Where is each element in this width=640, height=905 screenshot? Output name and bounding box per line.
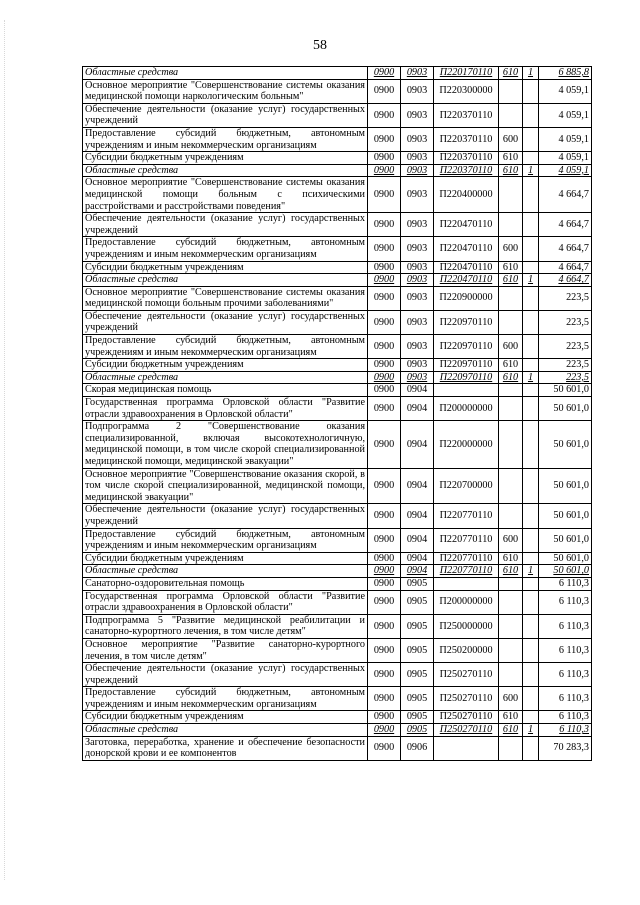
cell-summa: 4 059,1 xyxy=(539,152,592,165)
cell-vid-rashodov xyxy=(499,213,523,237)
cell-vid-rashodov xyxy=(499,384,523,397)
cell-summa: 4 664,7 xyxy=(539,237,592,261)
table-row xyxy=(83,590,592,614)
cell-celevaya-statya: П220900000 xyxy=(434,286,499,310)
cell-vedomstvo: 0900 xyxy=(368,79,401,103)
cell-razdel: 0904 xyxy=(401,504,434,528)
cell-istochnik xyxy=(523,687,539,711)
cell-summa: 6 885,8 xyxy=(539,67,592,80)
table-row xyxy=(83,421,592,468)
cell-razdel: 0903 xyxy=(401,274,434,287)
cell-summa: 50 601,0 xyxy=(539,468,592,504)
cell-summa: 6 110,3 xyxy=(539,711,592,724)
cell-vedomstvo: 0900 xyxy=(368,614,401,638)
cell-razdel: 0904 xyxy=(401,384,434,397)
cell-celevaya-statya: П220470110 xyxy=(434,213,499,237)
cell-celevaya-statya: П220370110 xyxy=(434,152,499,165)
cell-istochnik xyxy=(523,237,539,261)
cell-razdel: 0903 xyxy=(401,127,434,151)
table-row xyxy=(83,261,592,274)
cell-celevaya-statya: П220370110 xyxy=(434,103,499,127)
table-row-oblastnye-sredstva xyxy=(83,67,592,80)
cell-vedomstvo: 0900 xyxy=(368,164,401,177)
budget-table-body xyxy=(83,67,592,761)
cell-vedomstvo: 0900 xyxy=(368,127,401,151)
cell-name: Обеспечение деятельности (оказание услуг) государственных учреждений xyxy=(83,213,368,237)
budget-table xyxy=(82,66,592,761)
cell-name: Скорая медицинская помощь xyxy=(83,384,368,397)
cell-name: Государственная программа Орловской области "Развитие отрасли здравоохранения в Орловской области" xyxy=(83,590,368,614)
cell-istochnik xyxy=(523,359,539,372)
cell-razdel: 0904 xyxy=(401,528,434,552)
cell-vid-rashodov: 610 xyxy=(499,359,523,372)
cell-summa: 4 059,1 xyxy=(539,79,592,103)
cell-vedomstvo: 0900 xyxy=(368,736,401,760)
cell-razdel: 0903 xyxy=(401,79,434,103)
cell-name: Подпрограмма 5 "Развитие медицинской реабилитации и санаторно-курортного лечения, в том числе детям" xyxy=(83,614,368,638)
cell-name: Областные средства xyxy=(83,274,368,287)
cell-summa: 4 664,7 xyxy=(539,213,592,237)
cell-name: Субсидии бюджетным учреждениям xyxy=(83,552,368,565)
cell-celevaya-statya: П250270110 xyxy=(434,711,499,724)
cell-razdel: 0903 xyxy=(401,67,434,80)
cell-celevaya-statya: П200000000 xyxy=(434,397,499,421)
cell-istochnik xyxy=(523,103,539,127)
cell-vedomstvo: 0900 xyxy=(368,310,401,334)
cell-summa: 6 110,3 xyxy=(539,577,592,590)
cell-name: Предоставление субсидий бюджетным, автономным учреждениям и иным некоммерческим организациям xyxy=(83,335,368,359)
cell-name: Предоставление субсидий бюджетным, автономным учреждениям и иным некоммерческим организациям xyxy=(83,528,368,552)
cell-istochnik xyxy=(523,504,539,528)
cell-vedomstvo: 0900 xyxy=(368,274,401,287)
cell-razdel: 0905 xyxy=(401,577,434,590)
cell-celevaya-statya: П250270110 xyxy=(434,687,499,711)
cell-vedomstvo: 0900 xyxy=(368,397,401,421)
cell-name: Предоставление субсидий бюджетным, автономным учреждениям и иным некоммерческим организациям xyxy=(83,687,368,711)
table-row xyxy=(83,614,592,638)
cell-vid-rashodov xyxy=(499,286,523,310)
table-row xyxy=(83,152,592,165)
table-row xyxy=(83,310,592,334)
table-row xyxy=(83,237,592,261)
cell-celevaya-statya: П220470110 xyxy=(434,237,499,261)
cell-vedomstvo: 0900 xyxy=(368,687,401,711)
cell-summa: 223,5 xyxy=(539,359,592,372)
cell-vid-rashodov: 600 xyxy=(499,687,523,711)
cell-vedomstvo: 0900 xyxy=(368,528,401,552)
cell-istochnik xyxy=(523,736,539,760)
cell-vedomstvo: 0900 xyxy=(368,638,401,662)
cell-celevaya-statya xyxy=(434,577,499,590)
cell-razdel: 0903 xyxy=(401,177,434,213)
cell-istochnik xyxy=(523,614,539,638)
cell-razdel: 0904 xyxy=(401,397,434,421)
cell-istochnik: 1 xyxy=(523,724,539,737)
cell-razdel: 0903 xyxy=(401,152,434,165)
cell-celevaya-statya: П220770110 xyxy=(434,528,499,552)
cell-vid-rashodov xyxy=(499,310,523,334)
cell-vedomstvo: 0900 xyxy=(368,724,401,737)
cell-celevaya-statya: П220370110 xyxy=(434,127,499,151)
cell-summa: 4 664,7 xyxy=(539,177,592,213)
cell-istochnik xyxy=(523,261,539,274)
cell-vedomstvo: 0900 xyxy=(368,711,401,724)
cell-celevaya-statya: П250270110 xyxy=(434,663,499,687)
cell-summa: 50 601,0 xyxy=(539,528,592,552)
cell-razdel: 0906 xyxy=(401,736,434,760)
cell-celevaya-statya: П220700000 xyxy=(434,468,499,504)
cell-istochnik xyxy=(523,177,539,213)
cell-name: Областные средства xyxy=(83,67,368,80)
cell-celevaya-statya: П220970110 xyxy=(434,310,499,334)
cell-razdel: 0903 xyxy=(401,335,434,359)
cell-razdel: 0905 xyxy=(401,663,434,687)
cell-name: Заготовка, переработка, хранение и обеспечение безопасности донорской крови и ее компонентов xyxy=(83,736,368,760)
cell-celevaya-statya: П220400000 xyxy=(434,177,499,213)
cell-name: Государственная программа Орловской области "Развитие отрасли здравоохранения в Орловской области" xyxy=(83,397,368,421)
table-row xyxy=(83,127,592,151)
cell-vedomstvo: 0900 xyxy=(368,421,401,468)
cell-name: Субсидии бюджетным учреждениям xyxy=(83,261,368,274)
cell-istochnik xyxy=(523,528,539,552)
cell-name: Основное мероприятие "Развитие санаторно-курортного лечения, в том числе детям" xyxy=(83,638,368,662)
cell-istochnik xyxy=(523,79,539,103)
cell-razdel: 0903 xyxy=(401,164,434,177)
cell-name: Основное мероприятие "Совершенствование системы оказания медицинской помощи больным прочими заболеваниями" xyxy=(83,286,368,310)
cell-istochnik xyxy=(523,577,539,590)
cell-istochnik xyxy=(523,335,539,359)
cell-summa: 50 601,0 xyxy=(539,421,592,468)
cell-vid-rashodov: 610 xyxy=(499,724,523,737)
cell-vid-rashodov: 610 xyxy=(499,711,523,724)
cell-summa: 70 283,3 xyxy=(539,736,592,760)
table-row xyxy=(83,213,592,237)
cell-celevaya-statya: П220170110 xyxy=(434,67,499,80)
table-row-oblastnye-sredstva xyxy=(83,565,592,578)
cell-istochnik xyxy=(523,397,539,421)
cell-name: Областные средства xyxy=(83,724,368,737)
cell-vid-rashodov xyxy=(499,590,523,614)
cell-name: Подпрограмма 2 "Совершенствование оказания специализированной, включая высокотехнологичную, медицинской помощи, в том числе скорой специализированной медицинской помощи, медицинской эвакуации" xyxy=(83,421,368,468)
table-row-oblastnye-sredstva xyxy=(83,724,592,737)
cell-vid-rashodov: 610 xyxy=(499,371,523,384)
cell-vedomstvo: 0900 xyxy=(368,590,401,614)
cell-summa: 6 110,3 xyxy=(539,724,592,737)
cell-summa: 50 601,0 xyxy=(539,552,592,565)
table-row xyxy=(83,504,592,528)
cell-summa: 223,5 xyxy=(539,310,592,334)
cell-vid-rashodov xyxy=(499,663,523,687)
cell-name: Предоставление субсидий бюджетным, автономным учреждениям и иным некоммерческим организациям xyxy=(83,127,368,151)
cell-istochnik xyxy=(523,552,539,565)
table-row xyxy=(83,736,592,760)
cell-razdel: 0903 xyxy=(401,237,434,261)
cell-istochnik xyxy=(523,663,539,687)
cell-celevaya-statya: П220770110 xyxy=(434,504,499,528)
cell-vedomstvo: 0900 xyxy=(368,565,401,578)
cell-vid-rashodov xyxy=(499,638,523,662)
cell-vedomstvo: 0900 xyxy=(368,103,401,127)
cell-summa: 6 110,3 xyxy=(539,614,592,638)
cell-vedomstvo: 0900 xyxy=(368,213,401,237)
cell-vid-rashodov: 610 xyxy=(499,565,523,578)
cell-razdel: 0903 xyxy=(401,213,434,237)
cell-vid-rashodov xyxy=(499,504,523,528)
cell-vid-rashodov: 610 xyxy=(499,67,523,80)
scan-margin-line xyxy=(4,20,6,880)
cell-istochnik xyxy=(523,384,539,397)
cell-summa: 4 664,7 xyxy=(539,274,592,287)
cell-celevaya-statya: П250200000 xyxy=(434,638,499,662)
cell-vid-rashodov: 600 xyxy=(499,335,523,359)
cell-vid-rashodov xyxy=(499,397,523,421)
cell-celevaya-statya: П220970110 xyxy=(434,335,499,359)
cell-summa: 223,5 xyxy=(539,371,592,384)
cell-name: Основное мероприятие "Совершенствование оказания скорой, в том числе скорой специализированной, медицинской помощи, медицинской эвакуации" xyxy=(83,468,368,504)
cell-name: Обеспечение деятельности (оказание услуг) государственных учреждений xyxy=(83,103,368,127)
cell-celevaya-statya: П220300000 xyxy=(434,79,499,103)
cell-vid-rashodov xyxy=(499,577,523,590)
cell-istochnik xyxy=(523,421,539,468)
cell-vedomstvo: 0900 xyxy=(368,286,401,310)
cell-vedomstvo: 0900 xyxy=(368,261,401,274)
cell-summa: 223,5 xyxy=(539,286,592,310)
cell-name: Санаторно-оздоровительная помощь xyxy=(83,577,368,590)
cell-vid-rashodov: 600 xyxy=(499,237,523,261)
cell-istochnik xyxy=(523,310,539,334)
cell-name: Основное мероприятие "Совершенствование системы оказания медицинской помощи наркологическим больным" xyxy=(83,79,368,103)
cell-celevaya-statya: П220470110 xyxy=(434,274,499,287)
table-row xyxy=(83,577,592,590)
cell-istochnik: 1 xyxy=(523,274,539,287)
cell-vid-rashodov xyxy=(499,736,523,760)
table-row xyxy=(83,286,592,310)
cell-istochnik xyxy=(523,152,539,165)
cell-summa: 6 110,3 xyxy=(539,687,592,711)
budget-table-container xyxy=(82,66,591,761)
cell-celevaya-statya: П220970110 xyxy=(434,359,499,372)
cell-istochnik xyxy=(523,213,539,237)
table-row xyxy=(83,103,592,127)
cell-celevaya-statya xyxy=(434,736,499,760)
table-row xyxy=(83,384,592,397)
cell-razdel: 0903 xyxy=(401,286,434,310)
cell-vedomstvo: 0900 xyxy=(368,468,401,504)
cell-celevaya-statya: П220370110 xyxy=(434,164,499,177)
cell-vedomstvo: 0900 xyxy=(368,663,401,687)
cell-celevaya-statya: П200000000 xyxy=(434,590,499,614)
cell-celevaya-statya xyxy=(434,384,499,397)
cell-name: Областные средства xyxy=(83,164,368,177)
cell-vedomstvo: 0900 xyxy=(368,237,401,261)
cell-vedomstvo: 0900 xyxy=(368,552,401,565)
table-row xyxy=(83,397,592,421)
table-row xyxy=(83,638,592,662)
cell-istochnik: 1 xyxy=(523,371,539,384)
cell-celevaya-statya: П220970110 xyxy=(434,371,499,384)
cell-vedomstvo: 0900 xyxy=(368,577,401,590)
cell-vedomstvo: 0900 xyxy=(368,67,401,80)
cell-vid-rashodov xyxy=(499,103,523,127)
cell-summa: 4 664,7 xyxy=(539,261,592,274)
cell-summa: 6 110,3 xyxy=(539,638,592,662)
cell-name: Обеспечение деятельности (оказание услуг) государственных учреждений xyxy=(83,504,368,528)
cell-summa: 6 110,3 xyxy=(539,663,592,687)
cell-celevaya-statya: П220470110 xyxy=(434,261,499,274)
cell-istochnik: 1 xyxy=(523,67,539,80)
table-row-oblastnye-sredstva xyxy=(83,164,592,177)
cell-razdel: 0903 xyxy=(401,103,434,127)
cell-vedomstvo: 0900 xyxy=(368,504,401,528)
cell-vid-rashodov xyxy=(499,421,523,468)
table-row xyxy=(83,552,592,565)
cell-istochnik xyxy=(523,127,539,151)
cell-vid-rashodov: 610 xyxy=(499,164,523,177)
cell-summa: 50 601,0 xyxy=(539,384,592,397)
cell-razdel: 0905 xyxy=(401,724,434,737)
cell-vedomstvo: 0900 xyxy=(368,384,401,397)
cell-razdel: 0905 xyxy=(401,711,434,724)
cell-istochnik xyxy=(523,468,539,504)
cell-vedomstvo: 0900 xyxy=(368,335,401,359)
cell-istochnik: 1 xyxy=(523,164,539,177)
table-row xyxy=(83,528,592,552)
table-row xyxy=(83,335,592,359)
cell-razdel: 0905 xyxy=(401,590,434,614)
cell-razdel: 0904 xyxy=(401,552,434,565)
cell-istochnik xyxy=(523,638,539,662)
cell-name: Субсидии бюджетным учреждениям xyxy=(83,359,368,372)
cell-vid-rashodov xyxy=(499,614,523,638)
cell-celevaya-statya: П220000000 xyxy=(434,421,499,468)
cell-name: Основное мероприятие "Совершенствование системы оказания медицинской помощи больным с психическими расстройствами и расстройствами поведения" xyxy=(83,177,368,213)
cell-razdel: 0903 xyxy=(401,261,434,274)
cell-razdel: 0904 xyxy=(401,421,434,468)
cell-name: Обеспечение деятельности (оказание услуг) государственных учреждений xyxy=(83,663,368,687)
cell-summa: 4 059,1 xyxy=(539,127,592,151)
cell-vedomstvo: 0900 xyxy=(368,152,401,165)
cell-summa: 4 059,1 xyxy=(539,164,592,177)
table-row xyxy=(83,177,592,213)
cell-vid-rashodov: 600 xyxy=(499,127,523,151)
cell-razdel: 0904 xyxy=(401,468,434,504)
cell-razdel: 0905 xyxy=(401,614,434,638)
cell-name: Предоставление субсидий бюджетным, автономным учреждениям и иным некоммерческим организациям xyxy=(83,237,368,261)
table-row xyxy=(83,663,592,687)
cell-istochnik xyxy=(523,286,539,310)
cell-razdel: 0903 xyxy=(401,310,434,334)
cell-vedomstvo: 0900 xyxy=(368,359,401,372)
cell-summa: 223,5 xyxy=(539,335,592,359)
table-row-oblastnye-sredstva xyxy=(83,274,592,287)
cell-vid-rashodov: 610 xyxy=(499,552,523,565)
cell-vedomstvo: 0900 xyxy=(368,371,401,384)
cell-razdel: 0903 xyxy=(401,359,434,372)
cell-razdel: 0905 xyxy=(401,687,434,711)
cell-razdel: 0903 xyxy=(401,371,434,384)
cell-celevaya-statya: П220770110 xyxy=(434,565,499,578)
table-row xyxy=(83,687,592,711)
table-row xyxy=(83,468,592,504)
cell-istochnik xyxy=(523,590,539,614)
cell-vid-rashodov: 610 xyxy=(499,152,523,165)
cell-celevaya-statya: П250270110 xyxy=(434,724,499,737)
cell-vid-rashodov: 600 xyxy=(499,528,523,552)
cell-vid-rashodov xyxy=(499,468,523,504)
cell-name: Субсидии бюджетным учреждениям xyxy=(83,711,368,724)
cell-name: Субсидии бюджетным учреждениям xyxy=(83,152,368,165)
cell-vid-rashodov xyxy=(499,177,523,213)
cell-celevaya-statya: П250000000 xyxy=(434,614,499,638)
cell-summa: 50 601,0 xyxy=(539,504,592,528)
cell-summa: 4 059,1 xyxy=(539,103,592,127)
cell-istochnik xyxy=(523,711,539,724)
cell-razdel: 0905 xyxy=(401,638,434,662)
page-number: 58 xyxy=(313,38,327,53)
cell-vedomstvo: 0900 xyxy=(368,177,401,213)
cell-name: Обеспечение деятельности (оказание услуг) государственных учреждений xyxy=(83,310,368,334)
cell-summa: 50 601,0 xyxy=(539,397,592,421)
table-row xyxy=(83,711,592,724)
cell-summa: 6 110,3 xyxy=(539,590,592,614)
cell-summa: 50 601,0 xyxy=(539,565,592,578)
cell-celevaya-statya: П220770110 xyxy=(434,552,499,565)
cell-istochnik: 1 xyxy=(523,565,539,578)
table-row xyxy=(83,79,592,103)
cell-razdel: 0904 xyxy=(401,565,434,578)
cell-name: Областные средства xyxy=(83,371,368,384)
table-row xyxy=(83,359,592,372)
cell-vid-rashodov: 610 xyxy=(499,274,523,287)
table-row-oblastnye-sredstva xyxy=(83,371,592,384)
cell-vid-rashodov xyxy=(499,79,523,103)
cell-vid-rashodov: 610 xyxy=(499,261,523,274)
cell-name: Областные средства xyxy=(83,565,368,578)
